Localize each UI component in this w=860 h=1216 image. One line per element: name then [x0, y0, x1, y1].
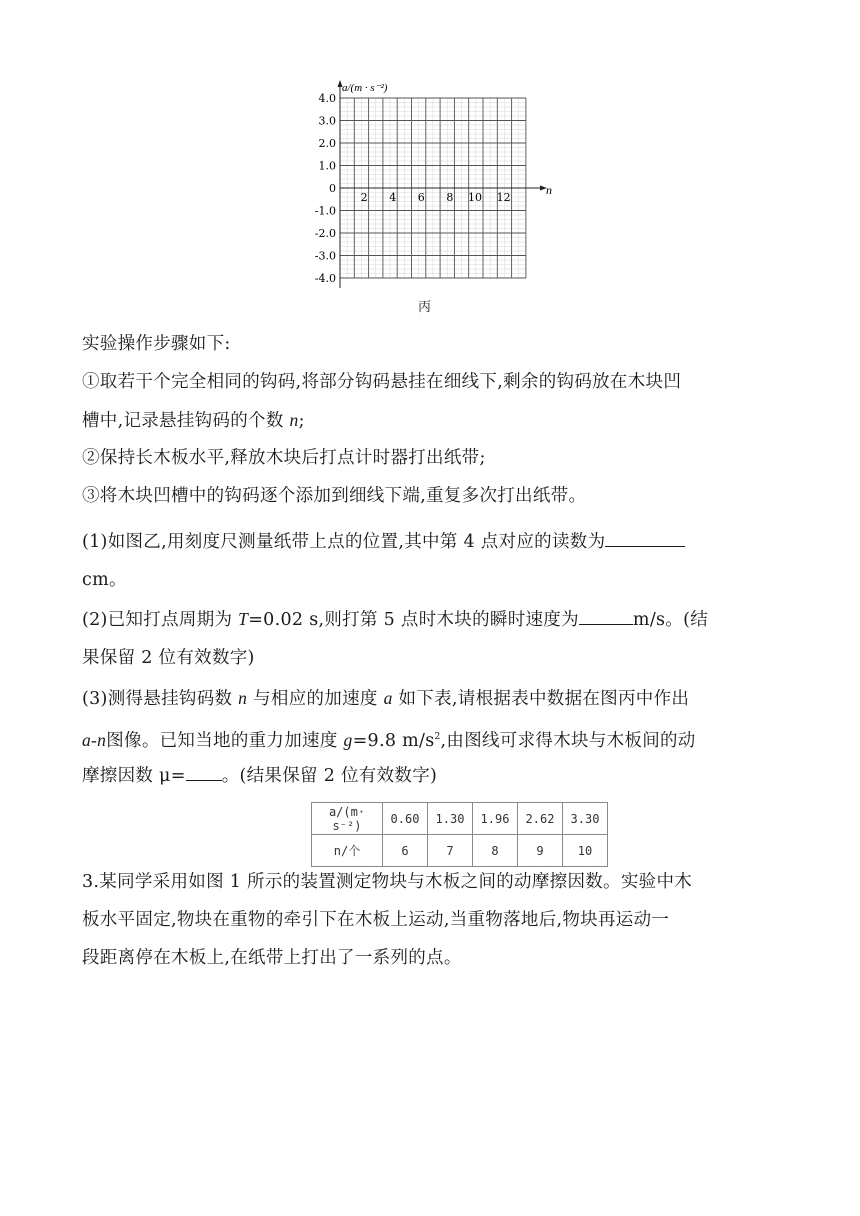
step-2: ②保持长木板水平,释放木块后打点计时器打出纸带; [82, 448, 486, 468]
table-row [312, 835, 608, 867]
table-cell: 7 [428, 835, 473, 867]
table-cell: 6 [383, 835, 428, 867]
table-header-n: n/个 [312, 835, 383, 867]
question-2: (2)已知打点周期为 T=0.02 s,则打第 5 点时木块的瞬时速度为 m/s。(结 [82, 609, 709, 630]
x-tick-label: 6 [417, 191, 425, 204]
x-tick-label: 10 [468, 191, 482, 204]
answer-blank-3[interactable] [186, 764, 222, 781]
table-cell: 8 [473, 835, 518, 867]
x-tick-label: 2 [360, 191, 368, 204]
question-1-unit: cm。 [82, 570, 127, 590]
y-tick-labels [315, 92, 336, 285]
y-tick-label: 4.0 [318, 92, 336, 105]
step-1-line-1: ①取若干个完全相同的钩码,将部分钩码悬挂在细线下,剩余的钩码放在木块凹 [82, 372, 682, 392]
x-tick-label: 12 [496, 191, 511, 204]
question-2-line-2: 果保留 2 位有效数字) [82, 648, 255, 668]
y-tick-label: -1.0 [314, 204, 336, 218]
acceleration-vs-n-graph [300, 78, 560, 298]
table-cell: 10 [563, 835, 608, 867]
x-tick-label: 4 [389, 191, 397, 204]
table-cell: 1.96 [473, 803, 518, 835]
y-tick-label: -3.0 [314, 249, 336, 263]
table-row [312, 803, 608, 835]
answer-blank-1[interactable] [605, 530, 685, 547]
y-tick-label: 1.0 [318, 159, 336, 173]
y-tick-label: 3.0 [318, 114, 336, 128]
figure-caption: 丙 [418, 300, 432, 315]
x-tick-label: 8 [446, 191, 454, 204]
table-cell: 3.30 [563, 803, 608, 835]
y-tick-label: 2.0 [318, 137, 336, 150]
step-3: ③将木块凹槽中的钩码逐个添加到细线下端,重复多次打出纸带。 [82, 486, 587, 506]
y-tick-label: -2.0 [314, 227, 336, 240]
table-header-acceleration: a/(m· s⁻²) [312, 803, 383, 835]
table-cell: 0.60 [383, 803, 428, 835]
y-tick-label: 0 [329, 182, 336, 195]
y-tick-label: -4.0 [314, 272, 336, 285]
question-3-line-2: a-n图像。已知当地的重力加速度 g=9.8 $m/s^2$,由图线可求得木块与木板间的动 [82, 729, 696, 751]
data-table [311, 802, 608, 867]
y-axis-label: a/(m · s⁻²) [342, 82, 388, 94]
problem-3-line-3: 段距离停在木板上,在纸带上打出了一系列的点。 [82, 948, 462, 968]
step-1-line-2: 槽中,记录悬挂钩码的个数 n; [82, 410, 305, 431]
question-3-line-3: 摩擦因数 μ= 。(结果保留 2 位有效数字) [82, 766, 438, 786]
answer-blank-2[interactable] [579, 608, 633, 625]
problem-3-line-1: 3.某同学采用如图 1 所示的装置测定物块与木板之间的动摩擦因数。实验中木 [82, 872, 693, 892]
question-3: (3)测得悬挂钩码数 n 与相应的加速度 a 如下表,请根据表中数据在图丙中作出 [82, 688, 690, 709]
problem-3-line-2: 板水平固定,物块在重物的牵引下在木板上运动,当重物落地后,物块再运动一 [82, 910, 670, 930]
x-axis-label: n [546, 183, 552, 197]
table-cell: 1.30 [428, 803, 473, 835]
question-1: (1)如图乙,用刻度尺测量纸带上点的位置,其中第 4 点对应的读数为 [82, 530, 685, 554]
steps-intro: 实验操作步骤如下: [82, 334, 231, 354]
table-cell: 9 [518, 835, 563, 867]
table-cell: 2.62 [518, 803, 563, 835]
